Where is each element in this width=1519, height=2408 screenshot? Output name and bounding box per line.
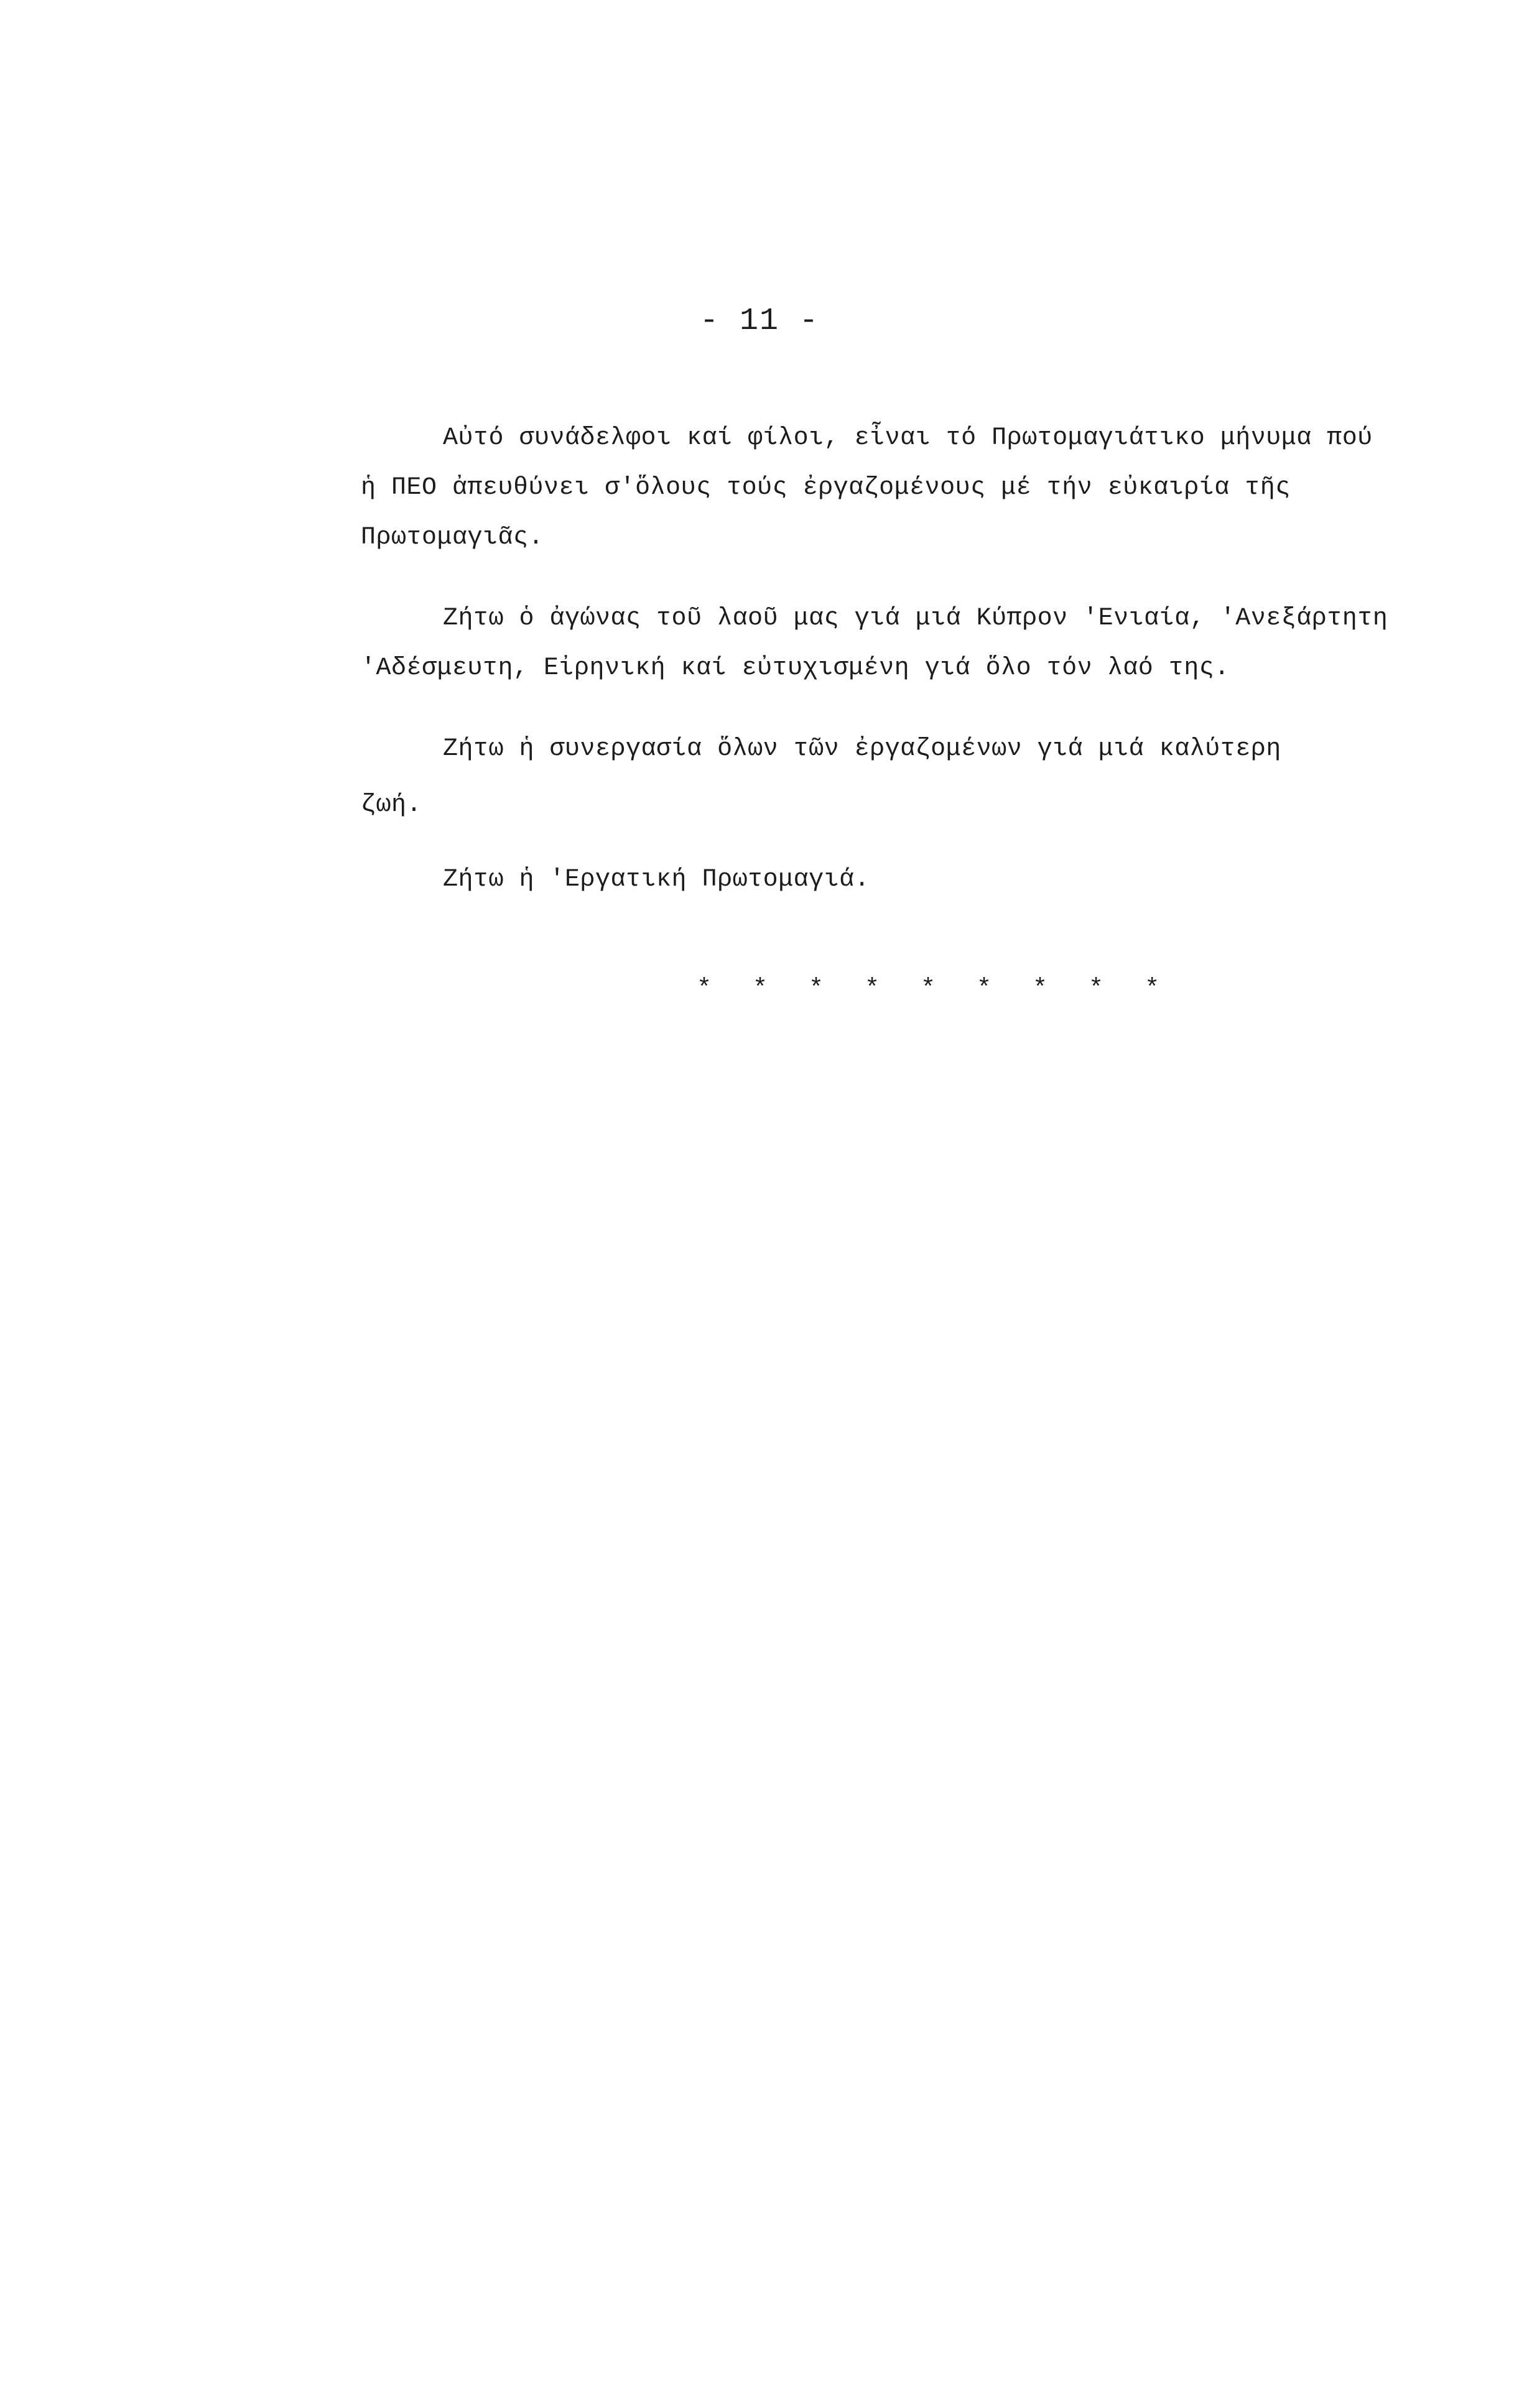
paragraph-3-line-1: Ζήτω ἡ συνεργασία ὅλων τῶν ἐργαζομένων γιά μιά καλύτερη <box>443 735 1281 763</box>
page-number: - 11 - <box>699 303 820 339</box>
paragraph-1-line-2: ἡ ΠΕΟ ἀπευθύνει σ'ὅλους τούς ἐργαζομένους μέ τήν εὐκαιρία τῆς <box>361 474 1291 502</box>
paragraph-2-line-1: Ζήτω ὁ ἀγώνας τοῦ λαοῦ μας γιά μιά Κύπρον 'Ενιαία, 'Ανεξάρτητη <box>443 604 1388 632</box>
paragraph-1-line-1: Αὐτό συνάδελφοι καί φίλοι, εἶναι τό Πρωτομαγιάτικο μήνυμα πού <box>443 424 1373 452</box>
paragraph-1-line-3: Πρωτομαγιᾶς. <box>361 524 544 552</box>
paragraph-3-line-2: ζωή. <box>361 791 422 819</box>
paragraph-4-line-1: Ζήτω ἡ 'Εργατική Πρωτομαγιά. <box>443 866 870 894</box>
closing-asterisks: * * * * * * * * * <box>697 975 1173 1003</box>
paragraph-2-line-2: 'Αδέσμευτη, Εἰρηνική καί εὐτυχισμένη γιά ὅλο τόν λαό της. <box>361 654 1230 682</box>
